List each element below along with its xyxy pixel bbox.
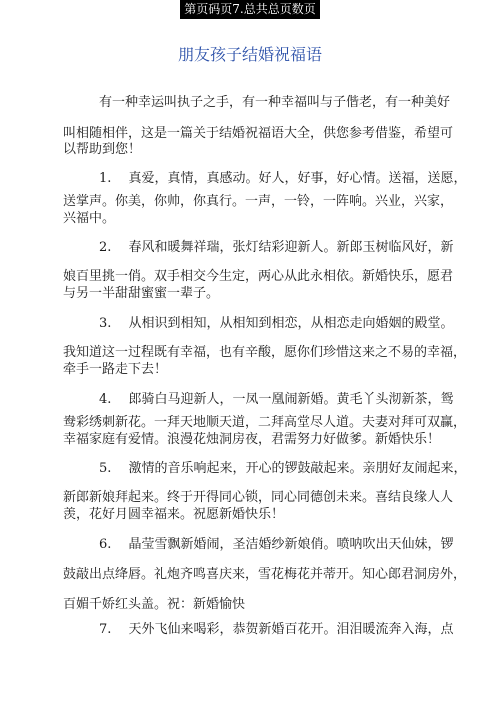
paragraph-line: 百媚千娇红头盖。祝：新婚愉快 bbox=[63, 597, 246, 612]
paragraph-line: 兴福中。 bbox=[63, 211, 116, 226]
page-header-bar: 第页码页7.总共总页数页 bbox=[180, 0, 320, 19]
paragraph-line: 2. 春风和暖舞祥瑞，张灯结彩迎新人。新郎玉树临风好，新 bbox=[99, 240, 454, 255]
document-title: 朋友孩子结婚祝福语 bbox=[177, 45, 322, 64]
paragraph-line: 与另一半甜甜蜜蜜一辈子。 bbox=[63, 286, 220, 301]
paragraph-line: 娘百里挑一俏。双手相交今生定，两心从此永相依。新婚快乐，愿君 bbox=[63, 269, 454, 284]
paragraph-line: 1. 真爱，真情，真感动。好人，好事，好心情。送福，送愿， bbox=[99, 171, 467, 186]
paragraph-line: 幸福家庭有爱情。浪漫花烛洞房夜，君需努力好做爹。新婚快乐！ bbox=[63, 432, 441, 447]
paragraph-line: 3. 从相识到相知，从相知到相恋，从相恋走向婚姻的殿堂。 bbox=[99, 316, 454, 331]
paragraph-line: 7. 天外飞仙来喝彩，恭贺新婚百花开。泪泪暖流奔入海，点 bbox=[99, 622, 454, 637]
paragraph-line: 6. 晶莹雪飘新婚闹，圣洁婚纱新娘俏。喷呐吹出天仙妹，锣 bbox=[99, 537, 454, 552]
paragraph-line: 5. 激情的音乐响起来，开心的锣鼓敲起来。亲朋好友闹起来， bbox=[99, 461, 467, 476]
paragraph-line: 叫相随相伴，这是一篇关于结婚祝福语大全，供您参考借鉴，希望可 bbox=[63, 126, 454, 141]
paragraph-line: 我知道这一过程既有幸福，也有辛酸，愿你们珍惜这来之不易的幸福， bbox=[63, 345, 467, 360]
paragraph-line: 以帮助到您！ bbox=[63, 142, 142, 157]
paragraph-line: 鸯彩绣刺新花。一拜天地顺天道，二拜高堂尽人道。夫妻对拜可双赢， bbox=[63, 415, 467, 430]
paragraph-line: 新郎新娘拜起来。终于开得同心锁，同心同德创未来。喜结良缘人人 bbox=[63, 490, 454, 505]
paragraph-line: 4. 郎骑白马迎新人，一凤一凰闹新婚。黄毛丫头沏新茶，鸳 bbox=[99, 392, 454, 407]
paragraph-line: 送掌声。你美，你帅，你真行。一声，一铃，一阵响。兴业，兴家， bbox=[63, 194, 454, 209]
paragraph-line: 有一种幸运叫执子之手，有一种幸福叫与子偕老，有一种美好 bbox=[99, 95, 451, 110]
paragraph-line: 牵手一路走下去！ bbox=[63, 362, 168, 377]
paragraph-line: 鼓敲出点绛唇。礼炮齐鸣喜庆来，雪花梅花并蒂开。知心郎君洞房外， bbox=[63, 567, 467, 582]
paragraph-line: 羡，花好月圆幸福来。祝愿新婚快乐！ bbox=[63, 507, 285, 522]
